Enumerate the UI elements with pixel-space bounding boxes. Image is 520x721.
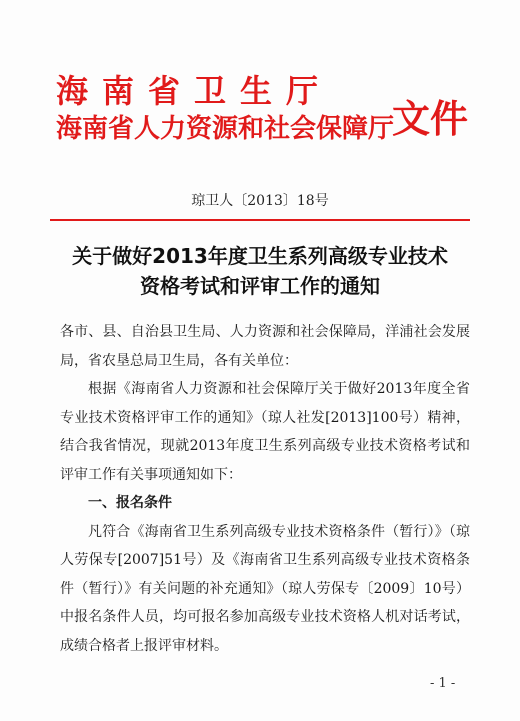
intro-paragraph: 根据《海南省人力资源和社会保障厅关于做好2013年度全省专业技术资格评审工作的通知》（琼人社发[2013]100号）精神，结合我省情况，现就2013年度卫生系列高级专业技术资格考试和评审工作有关事项通知如下： [60, 381, 470, 483]
document-title-line-2: 资格考试和评审工作的通知 [140, 274, 380, 298]
recipients-paragraph: 各市、县、自治县卫生局、人力资源和社会保障局，洋浦社会发展局，省农垦总局卫生局，各有关单位： [60, 324, 470, 369]
header-red-rule [50, 219, 470, 221]
document-body [60, 318, 470, 660]
document-title-line-1: 关于做好2013年度卫生系列高级专业技术 [72, 244, 448, 268]
issuer-hr-social-security-department: 海南省人力资源和社会保障厅 [56, 114, 395, 144]
page-number: - 1 - [430, 676, 456, 691]
document-word-mark: 文件 [392, 97, 469, 141]
issuer-health-department: 海南省卫生厅 [56, 72, 333, 110]
eligibility-paragraph: 凡符合《海南省卫生系列高级专业技术资格条件（暂行）》（琼人劳保专[2007]51号）及《海南省卫生系列高级专业技术资格条件（暂行）》有关问题的补充通知》（琼人劳保专〔2009〕10号）中报名条件人员，均可报名参加高级专业技术资格人机对话考试，成绩合格者上报评审材料。 [60, 523, 470, 654]
section-heading-eligibility: 一、报名条件 [88, 495, 172, 511]
document-number: 琼卫人〔2013〕18号 [191, 193, 329, 209]
